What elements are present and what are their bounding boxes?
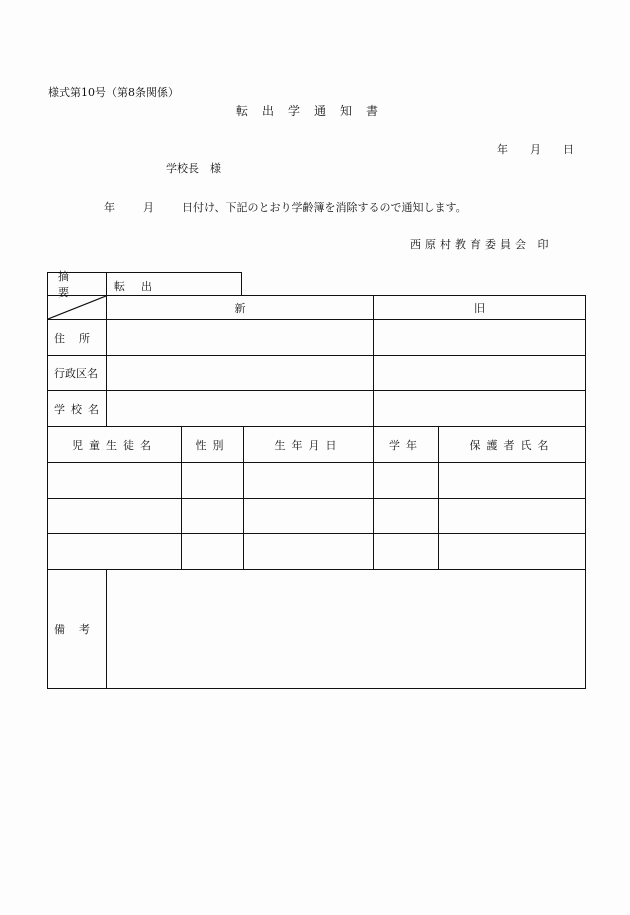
summary-value: 転出 [114, 280, 168, 293]
date-month: 月 [530, 143, 541, 156]
school-new-cell[interactable] [107, 391, 374, 427]
guardian-name-cell[interactable] [439, 534, 586, 570]
grade-cell[interactable] [374, 499, 439, 534]
table-row [48, 499, 586, 534]
diagonal-cell [48, 296, 107, 320]
body-year: 年 [104, 201, 115, 214]
row-label-school: 学校名 [48, 391, 107, 427]
table-row [48, 534, 586, 570]
date-day: 日 [563, 143, 574, 156]
guardian-name-cell[interactable] [439, 463, 586, 499]
school-old-cell[interactable] [374, 391, 586, 427]
grade-cell[interactable] [374, 534, 439, 570]
address-old-cell[interactable] [374, 320, 586, 356]
remarks-cell[interactable] [107, 570, 586, 689]
header-birthdate: 生年月日 [244, 427, 374, 463]
birthdate-cell[interactable] [244, 534, 374, 570]
student-name-cell[interactable] [48, 463, 182, 499]
header-guardian-name: 保護者氏名 [439, 427, 586, 463]
document-title: 転出学通知書 [236, 104, 393, 118]
recipient: 学校長 様 [166, 162, 221, 175]
header-student-name: 児童生徒名 [48, 427, 182, 463]
transfer-table [47, 295, 586, 689]
gender-cell[interactable] [182, 463, 244, 499]
birthdate-cell[interactable] [244, 463, 374, 499]
district-new-cell[interactable] [107, 356, 374, 391]
date-year: 年 [497, 143, 508, 156]
row-label-district: 行政区名 [48, 356, 107, 391]
remarks-label: 備考 [48, 570, 107, 689]
column-new: 新 [107, 296, 374, 320]
birthdate-cell[interactable] [244, 499, 374, 534]
gender-cell[interactable] [182, 499, 244, 534]
row-label-address: 住所 [48, 320, 107, 356]
header-grade: 学年 [374, 427, 439, 463]
column-old: 旧 [374, 296, 586, 320]
notice-sentence [104, 199, 467, 215]
summary-box [47, 270, 242, 299]
issue-date [497, 141, 574, 157]
student-name-cell[interactable] [48, 534, 182, 570]
address-new-cell[interactable] [107, 320, 374, 356]
gender-cell[interactable] [182, 534, 244, 570]
summary-label: 摘要 [48, 273, 107, 295]
form-reference: 様式第10号（第8条関係） [48, 86, 179, 99]
issuer: 西原村教育委員会 印 [410, 238, 553, 251]
header-gender: 性別 [182, 427, 244, 463]
body-month: 月 [143, 201, 154, 214]
student-name-cell[interactable] [48, 499, 182, 534]
district-old-cell[interactable] [374, 356, 586, 391]
grade-cell[interactable] [374, 463, 439, 499]
table-row [48, 463, 586, 499]
guardian-name-cell[interactable] [439, 499, 586, 534]
body-text: 日付け、下記のとおり学齢簿を消除するので通知します。 [182, 201, 467, 214]
